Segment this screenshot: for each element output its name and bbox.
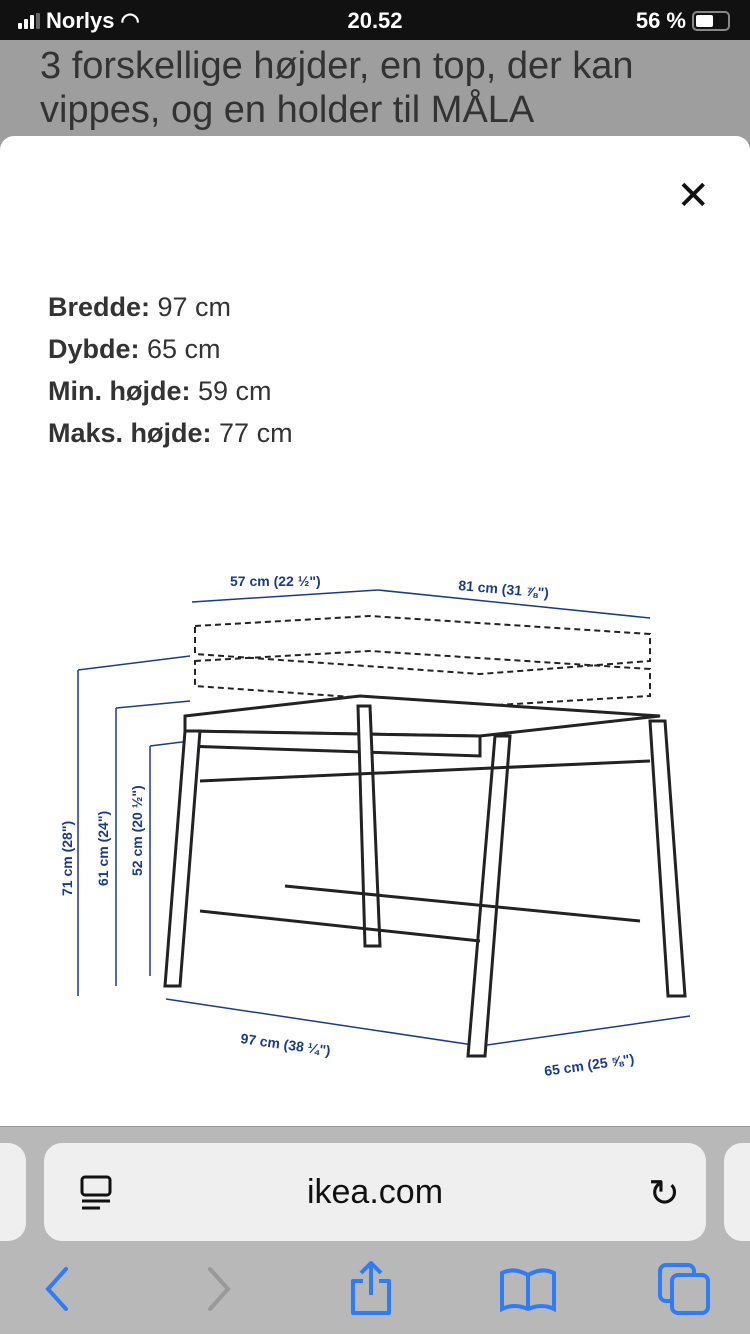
dim-width-bottom: 97 cm (38 ¼") — [239, 1030, 332, 1059]
reader-icon[interactable] — [80, 1175, 114, 1211]
spec-width: Bredde: 97 cm — [48, 292, 232, 322]
reload-icon[interactable]: ↻ — [648, 1173, 680, 1215]
dim-width-top: 81 cm (31 ⅞") — [457, 577, 550, 601]
battery-percent: 56 % — [635, 8, 686, 33]
bookmarks-button[interactable] — [498, 1267, 558, 1313]
status-bar — [0, 0, 750, 40]
next-tab-edge[interactable] — [724, 1143, 750, 1241]
dimensions-modal — [0, 136, 750, 1126]
forward-button[interactable] — [204, 1267, 234, 1311]
spec-depth: Dybde: 65 cm — [48, 334, 221, 364]
carrier: Norlys — [46, 8, 115, 33]
browser-toolbar — [0, 1126, 750, 1334]
share-button[interactable] — [346, 1261, 396, 1317]
spec-min-height: Min. højde: 59 cm — [48, 376, 272, 406]
tabs-button[interactable] — [656, 1261, 714, 1317]
background-text: 3 forskellige højder, en top, der kan vippes, og en holder til MÅLA — [40, 45, 634, 131]
dim-depth-bottom: 65 cm (25 ⅝") — [543, 1050, 636, 1079]
prev-tab-edge[interactable] — [0, 1143, 26, 1241]
dim-height-52: 52 cm (20 ½") — [129, 785, 145, 876]
close-button[interactable]: ✕ — [676, 174, 710, 218]
dim-height-61: 61 cm (24") — [95, 810, 111, 886]
address-bar[interactable] — [44, 1143, 706, 1241]
time: 20.52 — [347, 8, 403, 33]
spec-list — [48, 286, 293, 454]
wifi-icon: ◠ — [120, 8, 140, 33]
desk-dimension-diagram — [40, 556, 710, 1116]
dim-height-71: 71 cm (28") — [59, 820, 75, 896]
dim-depth-top: 57 cm (22 ½") — [230, 573, 321, 589]
back-button[interactable] — [42, 1267, 72, 1311]
spec-max-height: Maks. højde: 77 cm — [48, 418, 293, 448]
battery-icon — [692, 11, 730, 31]
url-text: ikea.com — [306, 1172, 444, 1211]
